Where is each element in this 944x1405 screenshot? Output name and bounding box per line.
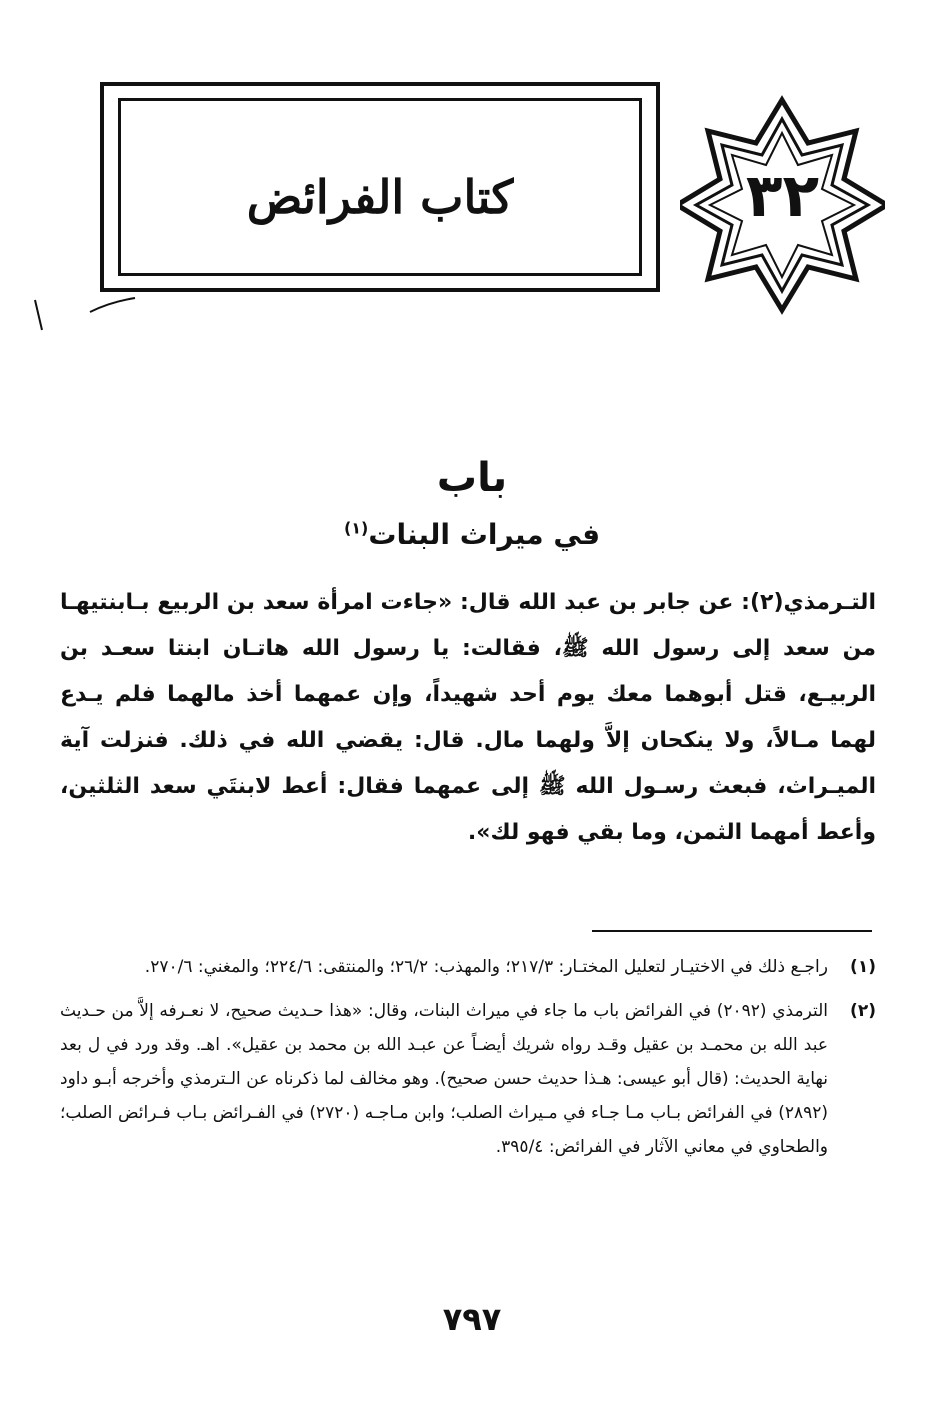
book-title-inner-frame (118, 98, 642, 276)
footnotes (60, 950, 876, 1174)
book-title: كتاب الفرائض (246, 170, 514, 224)
chapter-title-text: في ميراث البنات (368, 518, 601, 551)
hadith-paragraph: التـرمذي(٢): عن جابر بن عبد الله قال: «جاءت امرأة سعد بن الربيع بـابنتيهـا من سعد إلى رسول الله ﷺ، فقالت: يا رسول الله هاتـان ابنتا سعـد بن الربيـع، قتل أبوهما معك يوم أحد شهيداً، وإن عمهما أخذ مالهما فلم يـدع لهما مـالاً، ولا ينكحان إلاَّ ولهما مال. قال: يقضي الله في ذلك. فنزلت آية الميـراث، فبعث رسـول الله ﷺ إلى عمهما فقال: أعط لابنتَي سعد الثلثين، وأعط أمهما الثمن، وما بقي فهو لك». (60, 590, 876, 845)
page-number: ٧٩٧ (442, 1300, 502, 1338)
footnote-item (60, 950, 876, 984)
book-title-frame (100, 82, 660, 292)
footnote-number: (٢) (850, 1001, 876, 1021)
footnote-number: (١) (850, 957, 876, 977)
scan-mark-left (30, 290, 140, 340)
book-number: ٣٢ (745, 161, 820, 231)
footnote-separator (592, 930, 872, 932)
main-text (60, 580, 876, 856)
footnote-item (60, 994, 876, 1164)
chapter-title-footnote-ref: (١) (343, 518, 369, 538)
chapter-label: باب (436, 455, 508, 501)
footnote-text: راجـع ذلك في الاختيـار لتعليل المختـار: ٢١٧/٣؛ والمهذب: ٢٦/٢؛ والمنتقى: ٢٢٤/٦؛ والمغني: ٢٧٠/٦. (144, 957, 828, 977)
book-number-badge (680, 95, 885, 315)
footnote-text: الترمذي (٢٠٩٢) في الفرائض باب ما جاء في ميراث البنات، وقال: «هذا حـديث صحيح، لا نعـرفه إلاَّ من حـديث عبد الله بن محمـد بن عقيل وقـد رواه شريك أيضـاً عن عبـد الله بن محمد بن عقيل». اهـ. وقد ورد في ل بعد نهاية الحديث: (قال أبو عيسى: هـذا حديث حسن صحيح). وهو مخالف لما ذكرناه عن الـترمذي وأخرجه أبـو داود (٢٨٩٢) في الفرائض بـاب مـا جـاء في مـيراث الصلب؛ وابن مـاجـه (٢٧٢٠) في الفـرائض بـاب فـرائض الصلب؛ والطحاوي في معاني الآثار في الفرائض: ٣٩٥/٤. (60, 1001, 828, 1157)
chapter-title (0, 518, 944, 551)
